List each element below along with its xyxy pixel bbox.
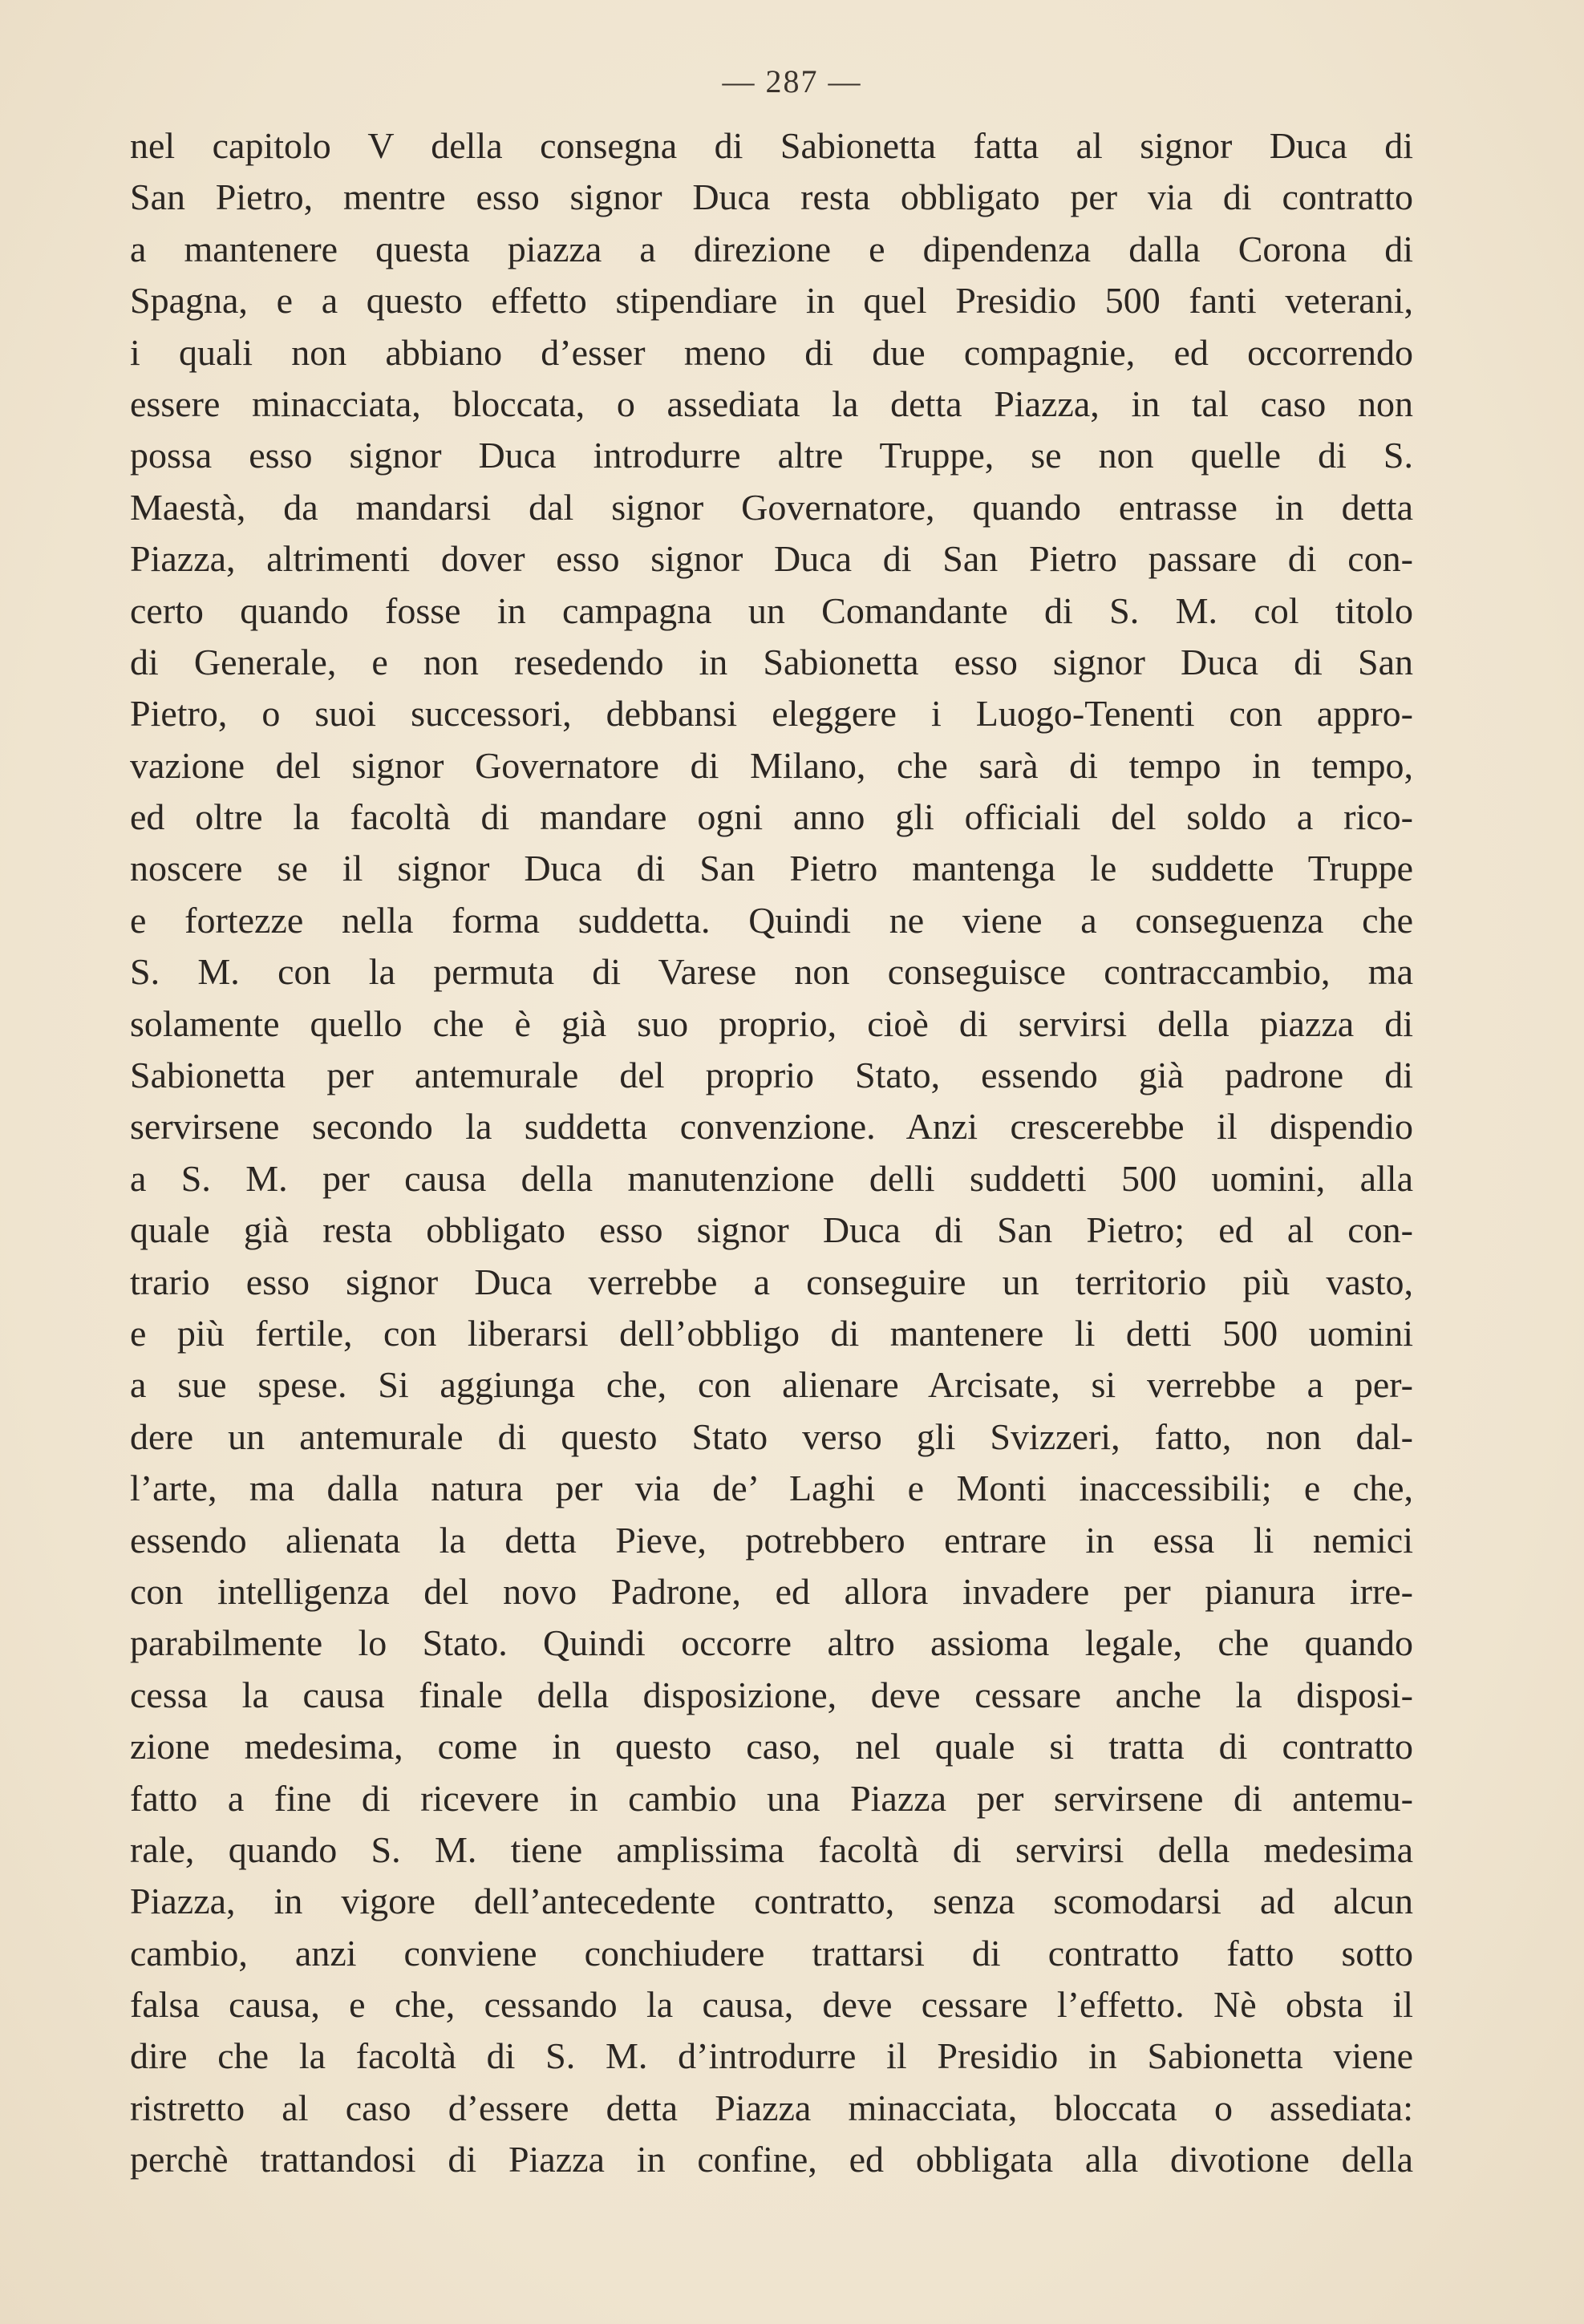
text-line: cambio, anzi conviene conchiudere trattarsi di contratto fatto sotto xyxy=(130,1932,1413,1974)
text-line: servirsene secondo la suddetta convenzione. Anzi crescerebbe il dispendio xyxy=(130,1106,1413,1148)
text-line: e più fertile, con liberarsi dell’obbligo di mantenere li detti 500 uomini xyxy=(130,1312,1413,1354)
text-line: Piazza, altrimenti dover esso signor Duca di San Pietro passare di con- xyxy=(130,538,1413,580)
text-line: fatto a fine di ricevere in cambio una Piazza per servirsene di antemu- xyxy=(130,1777,1413,1819)
text-line: Pietro, o suoi successori, debbansi eleggere i Luogo-Tenenti con appro- xyxy=(130,693,1413,735)
text-line: essere minacciata, bloccata, o assediata la detta Piazza, in tal caso non xyxy=(130,383,1413,424)
text-line: Piazza, in vigore dell’antecedente contratto, senza scomodarsi ad alcun xyxy=(130,1881,1413,1922)
text-line: l’arte, ma dalla natura per via de’ Laghi e Monti inaccessibili; e che, xyxy=(130,1468,1413,1509)
text-line: certo quando fosse in campagna un Comandante di S. M. col titolo xyxy=(130,589,1413,631)
text-line: solamente quello che è già suo proprio, cioè di servirsi della piazza di xyxy=(130,1002,1413,1044)
text-line: perchè trattandosi di Piazza in confine, ed obbligata alla divotione della xyxy=(130,2139,1413,2180)
text-line: zione medesima, come in questo caso, nel quale si tratta di contratto xyxy=(130,1726,1413,1767)
text-line: parabilmente lo Stato. Quindi occorre altro assioma legale, che quando xyxy=(130,1622,1413,1664)
text-line: trario esso signor Duca verrebbe a conseguire un territorio più vasto, xyxy=(130,1261,1413,1302)
text-line: dere un antemurale di questo Stato verso gli Svizzeri, fatto, non dal- xyxy=(130,1415,1413,1457)
text-line: ristretto al caso d’essere detta Piazza minacciata, bloccata o assediata: xyxy=(130,2087,1413,2128)
text-line: nel capitolo V della consegna di Sabionetta fatta al signor Duca di xyxy=(130,125,1413,166)
text-line: ed oltre la facoltà di mandare ogni anno gli officiali del soldo a rico- xyxy=(130,796,1413,838)
text-line: e fortezze nella forma suddetta. Quindi ne viene a conseguenza che xyxy=(130,899,1413,941)
text-line: a S. M. per causa della manutenzione delli suddetti 500 uomini, alla xyxy=(130,1157,1413,1199)
text-line: vazione del signor Governatore di Milano, che sarà di tempo in tempo, xyxy=(130,744,1413,786)
text-line: falsa causa, e che, cessando la causa, deve cessare l’effetto. Nè obsta il xyxy=(130,1984,1413,2026)
text-line: Sabionetta per antemurale del proprio Stato, essendo già padrone di xyxy=(130,1055,1413,1096)
text-line: dire che la facoltà di S. M. d’introdurre il Presidio in Sabionetta viene xyxy=(130,2035,1413,2077)
text-line: cessa la causa finale della disposizione, deve cessare anche la disposi- xyxy=(130,1674,1413,1715)
page-number: — 287 — xyxy=(722,63,862,99)
text-line: possa esso signor Duca introdurre altre Truppe, se non quelle di S. xyxy=(130,435,1413,476)
text-line: Maestà, da mandarsi dal signor Governatore, quando entrasse in detta xyxy=(130,486,1413,528)
text-line: rale, quando S. M. tiene amplissima facoltà di servirsi della medesima xyxy=(130,1828,1413,1870)
text-line: a sue spese. Si aggiunga che, con alienare Arcisate, si verrebbe a per- xyxy=(130,1364,1413,1406)
text-line: i quali non abbiano d’esser meno di due compagnie, ed occorrendo xyxy=(130,331,1413,373)
text-line: noscere se il signor Duca di San Pietro mantenga le suddette Truppe xyxy=(130,848,1413,889)
text-line: San Pietro, mentre esso signor Duca resta obbligato per via di contratto xyxy=(130,176,1413,218)
text-line: essendo alienata la detta Pieve, potrebbero entrare in essa li nemici xyxy=(130,1519,1413,1561)
text-line: S. M. con la permuta di Varese non conseguisce contraccambio, ma xyxy=(130,951,1413,993)
text-line: Spagna, e a questo effetto stipendiare in quel Presidio 500 fanti veterani, xyxy=(130,280,1413,322)
text-line: di Generale, e non resedendo in Sabionetta esso signor Duca di San xyxy=(130,641,1413,682)
text-line: a mantenere questa piazza a direzione e dipendenza dalla Corona di xyxy=(130,228,1413,269)
text-line: con intelligenza del novo Padrone, ed allora invadere per pianura irre- xyxy=(130,1570,1413,1612)
body-text xyxy=(130,120,1413,2186)
text-line: quale già resta obbligato esso signor Duca di San Pietro; ed al con- xyxy=(130,1209,1413,1251)
